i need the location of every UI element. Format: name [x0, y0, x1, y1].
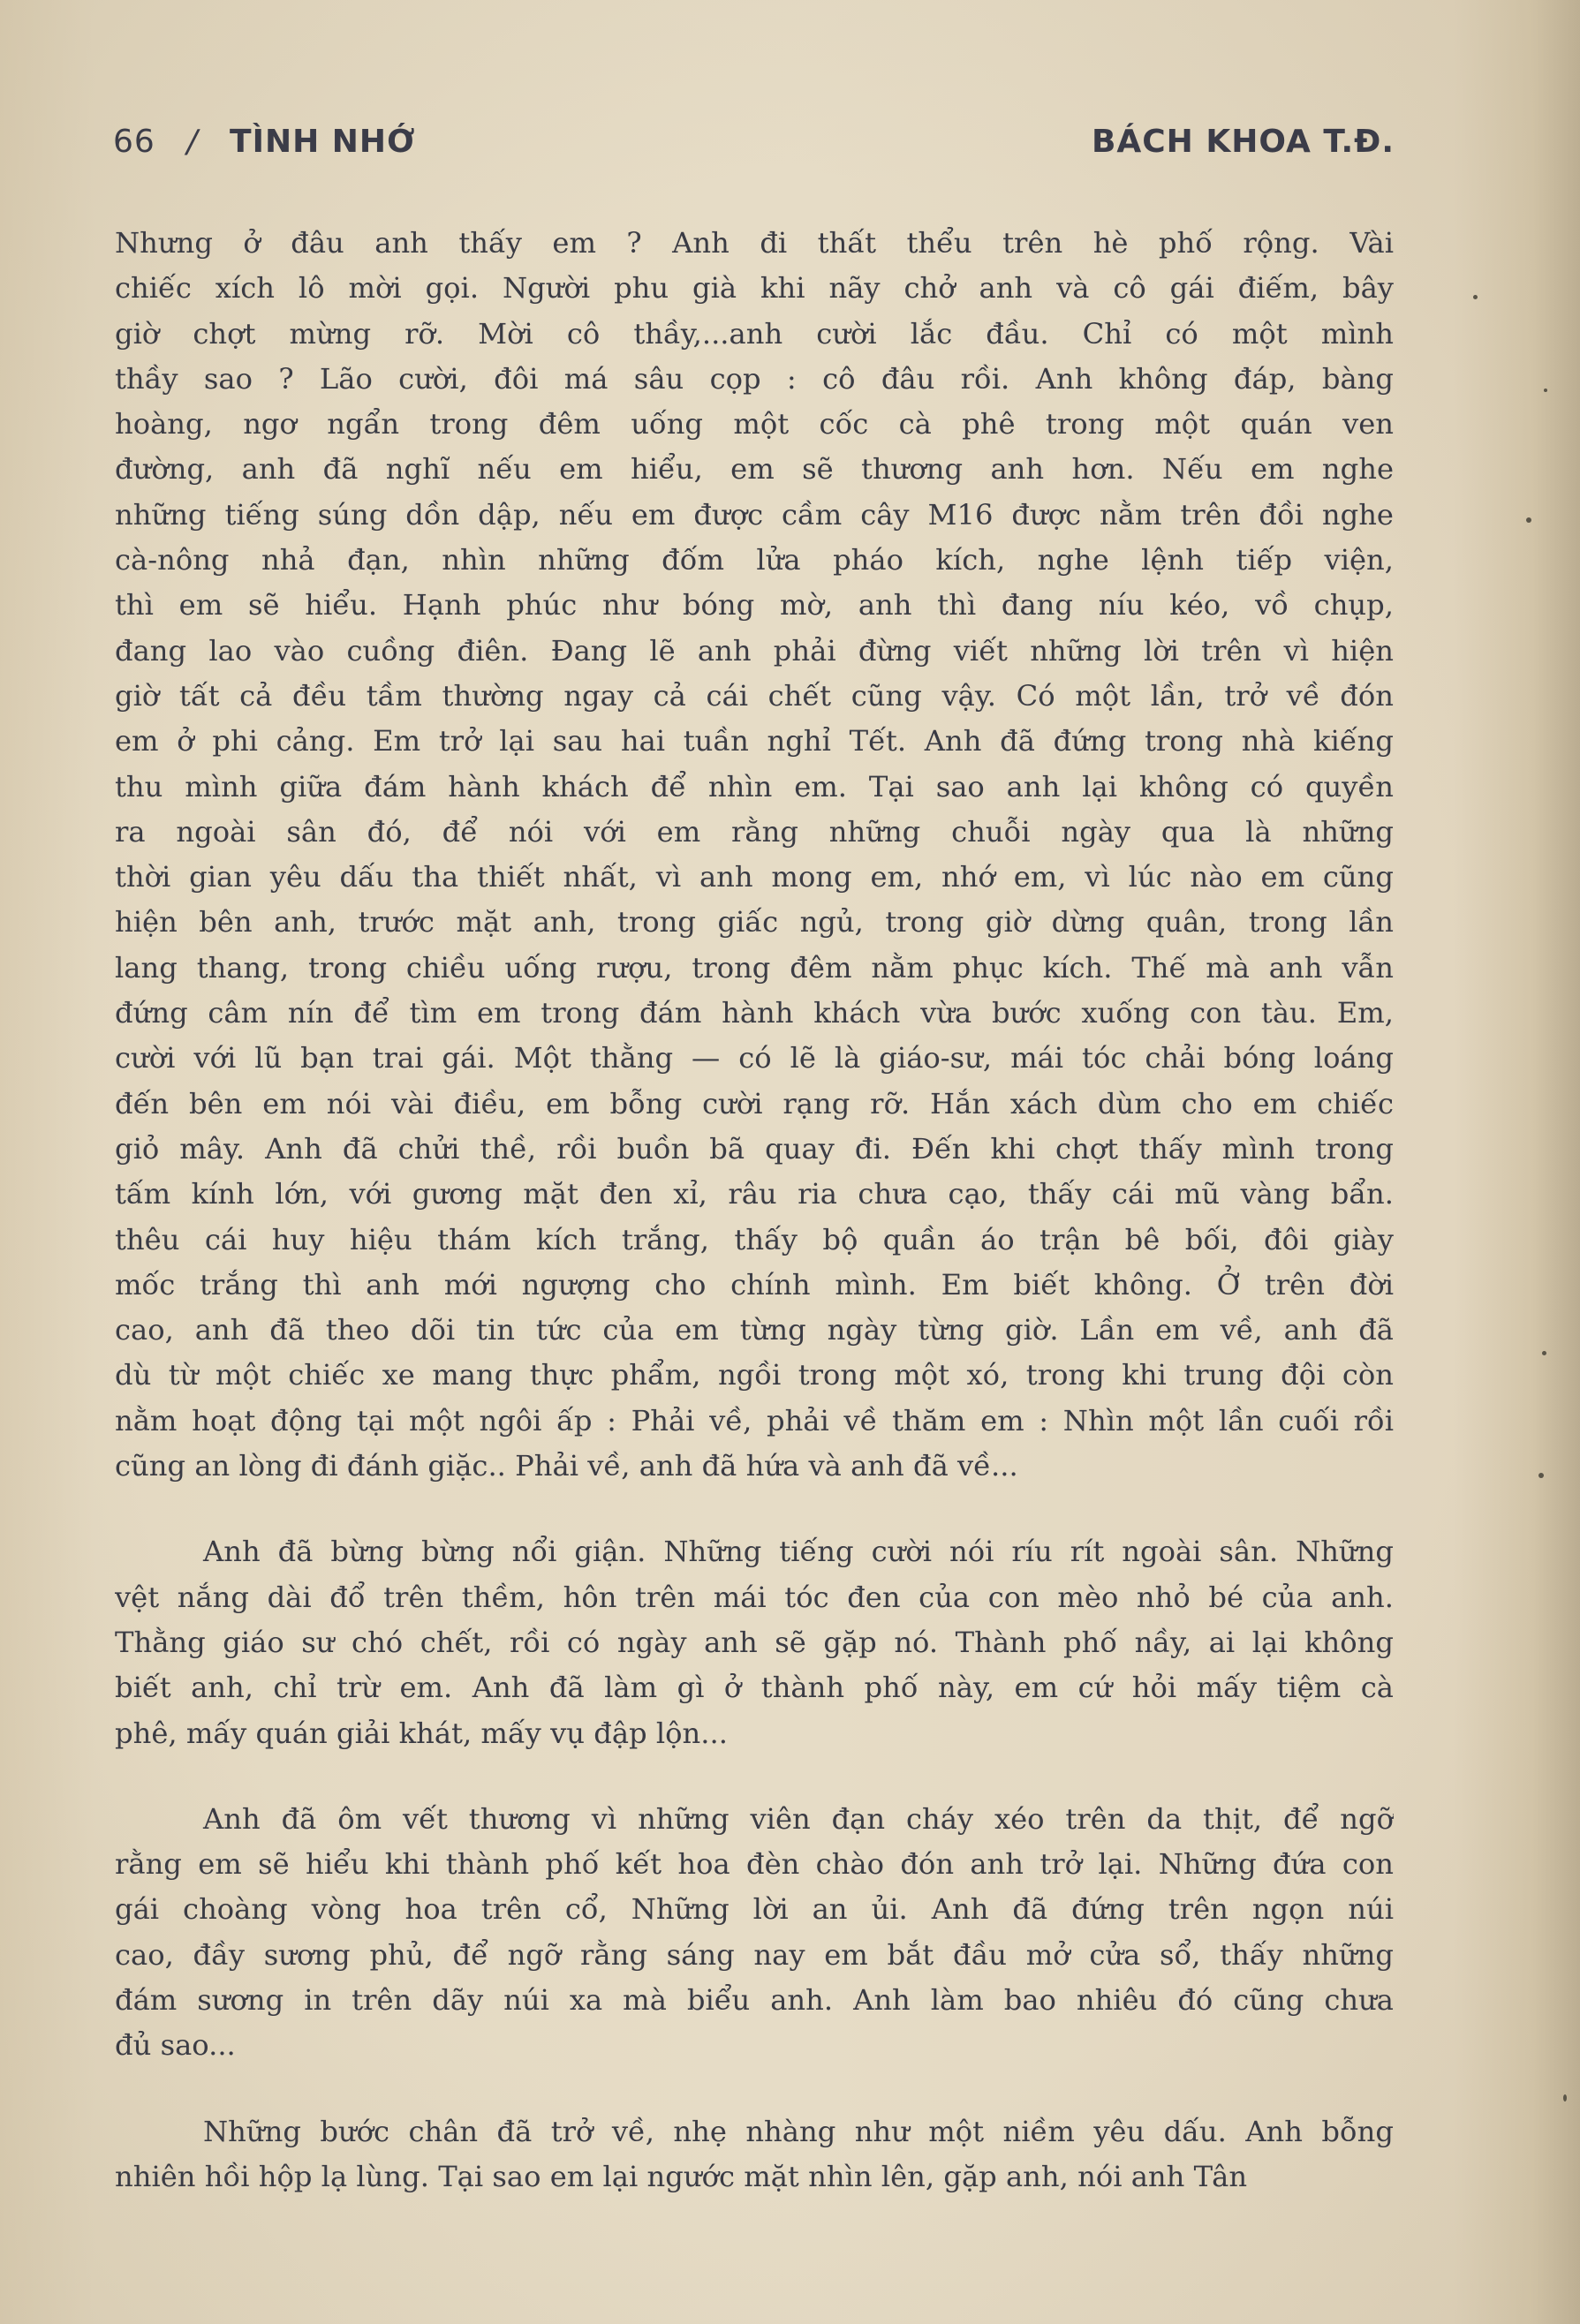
paper-speck: [1538, 1473, 1544, 1478]
text-line: biết anh, chỉ trừ em. Anh đã làm gì ở thành phố này, em cứ hỏi mấy tiệm cà: [115, 1671, 1394, 1705]
running-header: [113, 124, 1395, 168]
text-line: đến bên em nói vài điều, em bỗng cười rạng rỡ. Hắn xách dùm cho em chiếc: [115, 1086, 1394, 1120]
text-line: đám sương in trên dãy núi xa mà biểu anh. Anh làm bao nhiêu đó cũng chưa: [115, 1982, 1394, 2017]
paragraph-1: [115, 221, 1394, 1489]
body-text: [115, 221, 1394, 2200]
text-line: hiện bên anh, trước mặt anh, trong giấc ngủ, trong giờ dừng quân, trong lần: [115, 905, 1394, 939]
text-line: thầy sao ? Lão cười, đôi má sâu cọp : cô đâu rồi. Anh không đáp, bàng: [115, 361, 1394, 396]
paper-speck: [1473, 295, 1478, 299]
text-line: giỏ mây. Anh đã chửi thề, rồi buồn bã quay đi. Đến khi chợt thấy mình trong: [115, 1131, 1394, 1166]
text-line: nhiên hồi hộp lạ lùng. Tại sao em lại ngước mặt nhìn lên, gặp anh, nói anh Tân: [115, 2159, 1248, 2193]
text-line: em ở phi cảng. Em trở lại sau hai tuần nghỉ Tết. Anh đã đứng trong nhà kiếng: [115, 724, 1394, 758]
text-line: Anh đã ôm vết thương vì những viên đạn cháy xéo trên da thịt, để ngỡ: [203, 1801, 1394, 1836]
paragraph-4: [115, 2109, 1394, 2200]
text-line: Nhưng ở đâu anh thấy em ? Anh đi thất thểu trên hè phố rộng. Vài: [115, 226, 1394, 260]
paper-speck: [1542, 1351, 1546, 1355]
text-line: đứng câm nín để tìm em trong đám hành khách vừa bước xuống con tàu. Em,: [115, 996, 1394, 1030]
text-line: Những bước chân đã trở về, nhẹ nhàng như một niềm yêu dấu. Anh bỗng: [203, 2114, 1394, 2148]
paper-speck: [1563, 2094, 1567, 2101]
text-line: cao, anh đã theo dõi tin tức của em từng ngày từng giờ. Lần em về, anh đã: [115, 1313, 1394, 1347]
text-line: giờ tất cả đều tầm thường ngay cả cái chết cũng vậy. Có một lần, trở về đón: [115, 678, 1394, 713]
page-number: 66: [113, 124, 155, 160]
text-line: mốc trắng thì anh mới ngượng cho chính mình. Em biết không. Ở trên đời: [115, 1267, 1394, 1302]
text-line: những tiếng súng dồn dập, nếu em được cầm cây M16 được nằm trên đồi nghe: [115, 497, 1394, 532]
paper-speck: [1526, 517, 1531, 523]
paper-speck: [1544, 389, 1547, 392]
text-line: thì em sẽ hiểu. Hạnh phúc như bóng mờ, anh thì đang níu kéo, vồ chụp,: [115, 588, 1394, 622]
paragraph-gap: [115, 1756, 1394, 1797]
text-line: Anh đã bừng bừng nổi giận. Những tiếng cười nói ríu rít ngoài sân. Những: [203, 1535, 1394, 1569]
text-line: Thằng giáo sư chó chết, rồi có ngày anh sẽ gặp nó. Thành phố nầy, ai lại không: [115, 1625, 1394, 1659]
text-line: hoàng, ngơ ngẩn trong đêm uống một cốc cà phê trong một quán ven: [115, 407, 1394, 441]
text-line: cao, đầy sương phủ, để ngỡ rằng sáng nay em bắt đầu mở cửa sổ, thấy những: [115, 1937, 1394, 1972]
text-line: dù từ một chiếc xe mang thực phẩm, ngồi trong một xó, trong khi trung đội còn: [115, 1358, 1394, 1392]
paragraph-gap: [115, 1489, 1394, 1529]
text-line: cười với lũ bạn trai gái. Một thằng — có lẽ là giáo-sư, mái tóc chải bóng loáng: [115, 1041, 1394, 1075]
text-line: chiếc xích lô mời gọi. Người phu già khi nãy chở anh và cô gái điếm, bây: [115, 271, 1394, 306]
text-line: cũng an lòng đi đánh giặc.. Phải về, anh đã hứa và anh đã về...: [115, 1449, 1018, 1483]
text-line: thu mình giữa đám hành khách để nhìn em. Tại sao anh lại không có quyền: [115, 769, 1394, 804]
text-line: tấm kính lớn, với gương mặt đen xỉ, râu ria chưa cạo, thấy cái mũ vàng bẩn.: [115, 1177, 1394, 1211]
text-line: lang thang, trong chiều uống rượu, trong đêm nằm phục kích. Thế mà anh vẫn: [115, 950, 1394, 985]
text-line: đang lao vào cuồng điên. Đang lẽ anh phải đừng viết những lời trên vì hiện: [115, 633, 1394, 668]
text-line: vệt nắng dài đổ trên thềm, hôn trên mái tóc đen của con mèo nhỏ bé của anh.: [115, 1580, 1394, 1614]
header-author: BÁCH KHOA T.Đ.: [1091, 124, 1395, 160]
text-line: cà-nông nhả đạn, nhìn những đốm lửa pháo kích, nghe lệnh tiếp viện,: [115, 543, 1394, 577]
text-line: thời gian yêu dấu tha thiết nhất, vì anh mong em, nhớ em, vì lúc nào em cũng: [115, 860, 1394, 894]
text-line: ra ngoài sân đó, để nói với em rằng những chuỗi ngày qua là những: [115, 814, 1394, 849]
text-line: gái choàng vòng hoa trên cổ, Những lời an ủi. Anh đã đứng trên ngọn núi: [115, 1892, 1394, 1927]
chapter-title: TÌNH NHỚ: [230, 124, 416, 160]
text-line: giờ chợt mừng rỡ. Mời cô thầy,...anh cười lắc đầu. Chỉ có một mình: [115, 316, 1394, 351]
text-line: nằm hoạt động tại một ngôi ấp : Phải về, phải về thăm em : Nhìn một lần cuối rồi: [115, 1403, 1394, 1437]
text-line: phê, mấy quán giải khát, mấy vụ đập lộn...: [115, 1716, 728, 1750]
header-separator: /: [186, 124, 199, 160]
paragraph-2: [115, 1529, 1394, 1755]
paragraph-gap: [115, 2069, 1394, 2109]
paragraph-3: [115, 1797, 1394, 2069]
header-left: [113, 124, 435, 160]
text-line: đường, anh đã nghĩ nếu em hiểu, em sẽ thương anh hơn. Nếu em nghe: [115, 452, 1394, 487]
text-line: đủ sao...: [115, 2028, 236, 2063]
text-line: thêu cái huy hiệu thám kích trắng, thấy bộ quần áo trận bê bối, đôi giày: [115, 1222, 1394, 1256]
text-line: rằng em sẽ hiểu khi thành phố kết hoa đèn chào đón anh trở lại. Những đứa con: [115, 1847, 1394, 1882]
